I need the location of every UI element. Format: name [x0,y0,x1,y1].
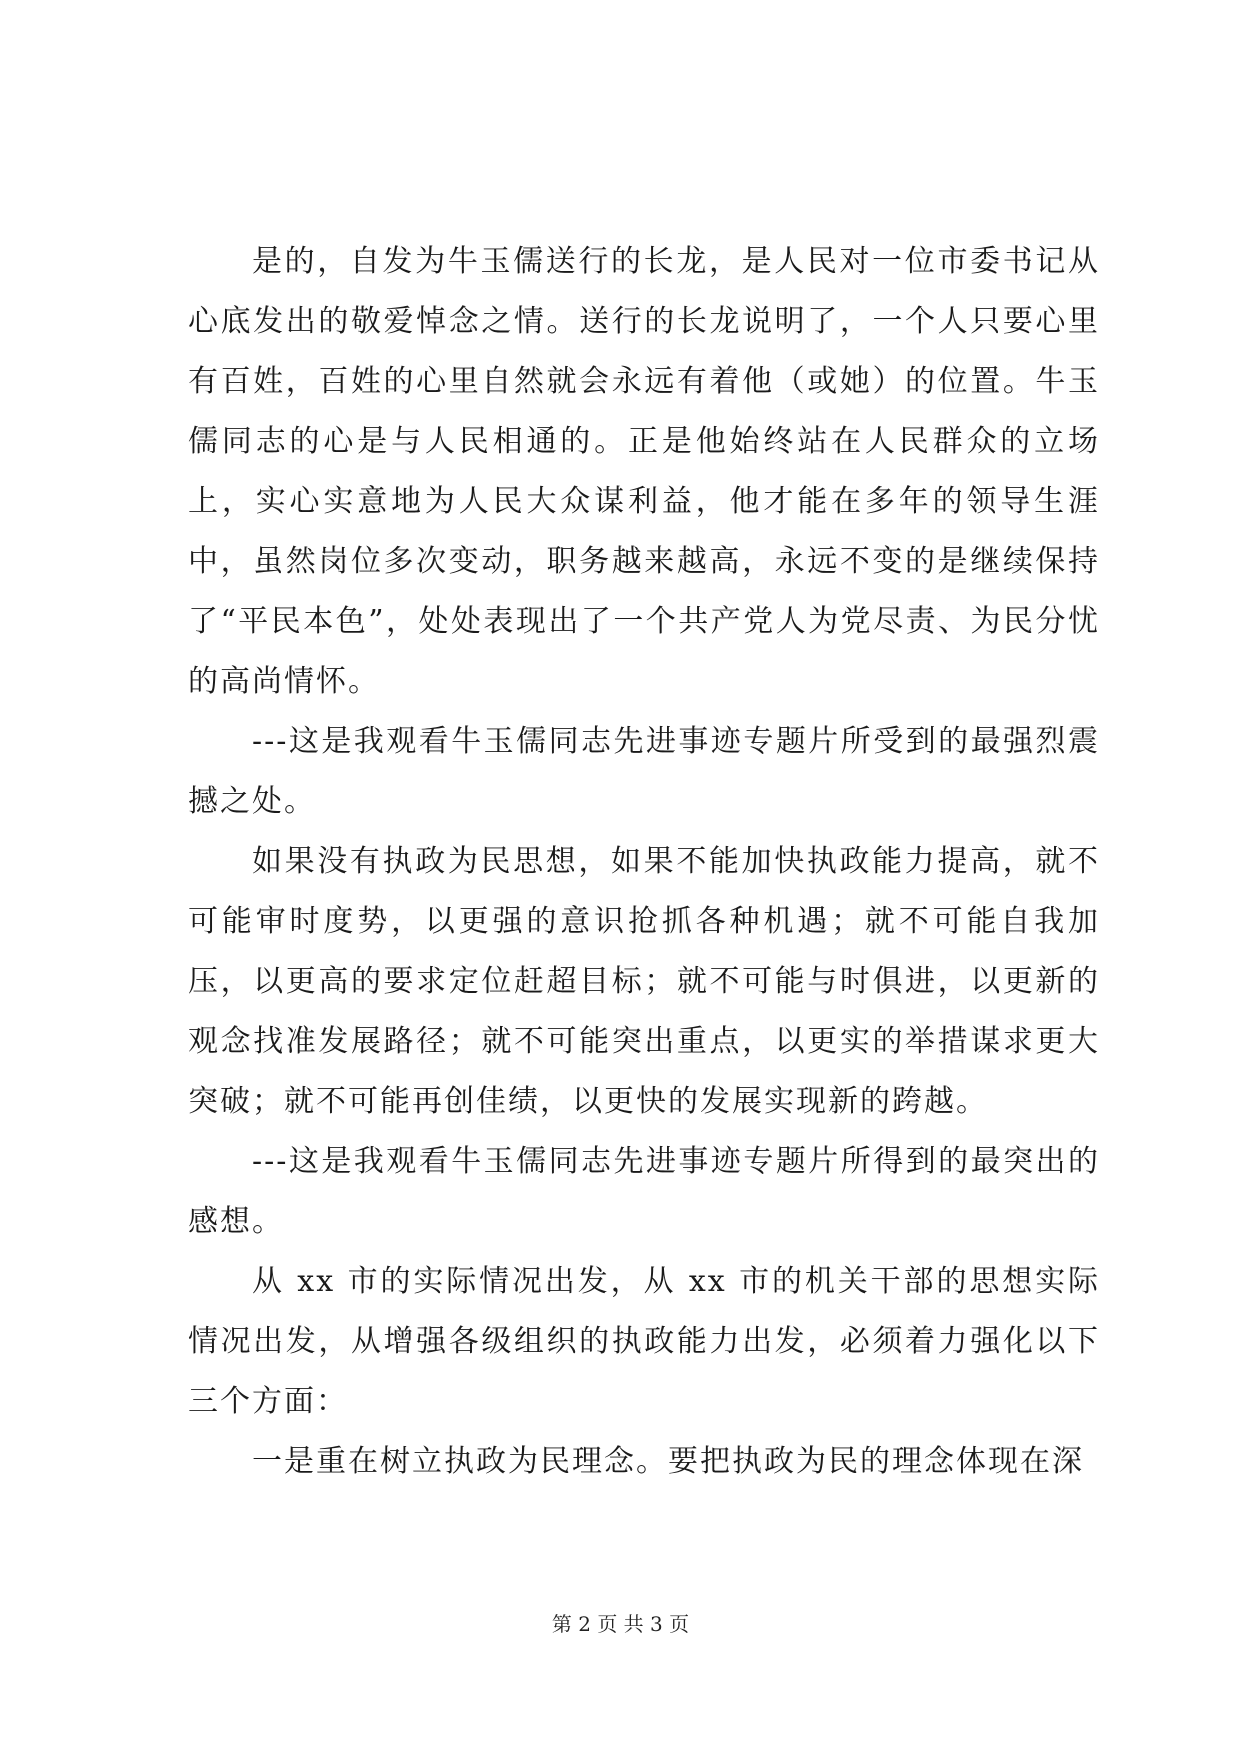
paragraph: 一是重在树立执政为民理念。要把执政为民的理念体现在深 [252,1444,1084,1479]
paragraph: ---这是我观看牛玉儒同志先进事迹专题片所得到的最突出的感想。 [188,1144,1100,1239]
paragraph: 是的，自发为牛玉儒送行的长龙，是人民对一位市委书记从心底发出的敬爱悼念之情。送行的长龙说明了，一个人只要心里有百姓，百姓的心里自然就会永远有着他（或她）的位置。牛玉儒同志的心是与人民相通的。正是他始终站在人民群众的立场上，实心实意地为人民大众谋利益，他才能在多年的领导生涯中，虽然岗位多次变动，职务越来越高，永远不变的是继续保持了“平民本色”，处处表现出了一个共产党人为党尽责、为民分忧的高尚情怀。 [188,244,1100,699]
paragraph: 从 xx 市的实际情况出发，从 xx 市的机关干部的思想实际情况出发，从增强各级组织的执政能力出发，必须着力强化以下三个方面： [188,1264,1100,1419]
paragraph: 如果没有执政为民思想，如果不能加快执政能力提高，就不可能审时度势，以更强的意识抢抓各种机遇；就不可能自我加压，以更高的要求定位赶超目标；就不可能与时俱进，以更新的观念找准发展路径；就不可能突出重点，以更实的举措谋求更大突破；就不可能再创佳绩，以更快的发展实现新的跨越。 [188,844,1100,1119]
page-footer: 第 2 页 共 3 页 [551,1612,690,1636]
paragraph: ---这是我观看牛玉儒同志先进事迹专题片所受到的最强烈震撼之处。 [188,724,1100,819]
document-body [188,232,1100,1492]
